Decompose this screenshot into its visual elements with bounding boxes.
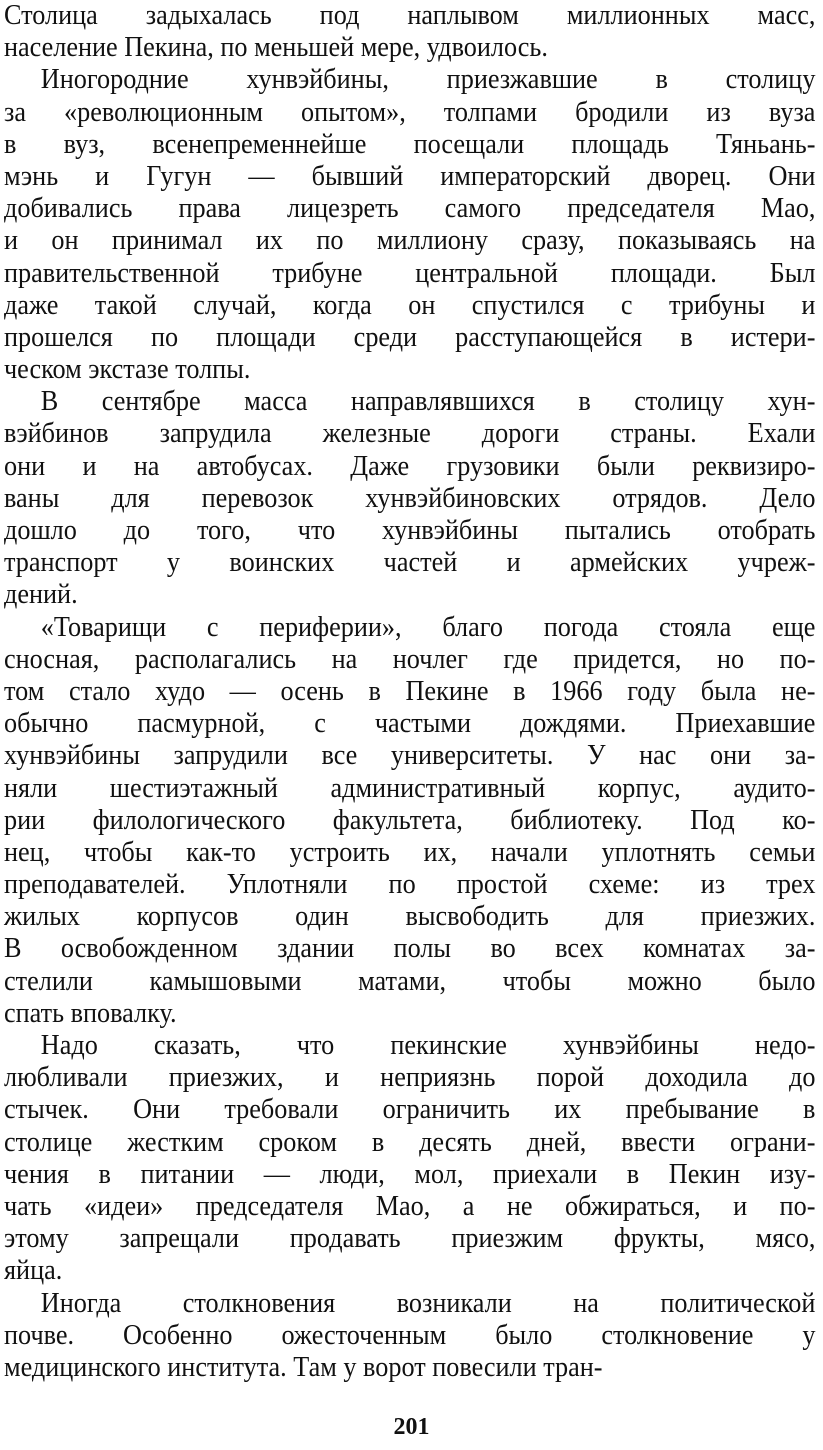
text-line: любливали приезжих, и неприязнь порой доходила до	[4, 1062, 816, 1094]
text-line: жилых корпусов один высвободить для приезжих.	[4, 901, 816, 933]
text-line: почве. Особенно ожесточенным было столкновение у	[4, 1319, 816, 1351]
text-line: даже такой случай, когда он спустился с трибуны и	[4, 289, 816, 321]
paragraph	[4, 1288, 815, 1385]
text-line: стычек. Они требовали ограничить их пребывание в	[4, 1094, 816, 1126]
text-line: ваны для перевозок хунвэйбиновских отрядов. Дело	[4, 482, 816, 514]
text-line: мэнь и Гугун — бывший императорский дворец. Они	[4, 160, 816, 192]
text-line: В освобожденном здании полы во всех комнатах за-	[4, 933, 816, 965]
paragraph	[4, 612, 815, 1030]
paragraph	[4, 64, 815, 386]
text-line: Надо сказать, что пекинские хунвэйбины недо-	[40, 1030, 816, 1061]
text-line: няли шестиэтажный административный корпус, аудито-	[4, 772, 816, 804]
text-line: дений.	[4, 579, 78, 611]
text-line: Иногда столкновения возникали на политической	[40, 1287, 816, 1319]
text-line: сносная, располагались на ночлег где придется, но по-	[4, 643, 816, 675]
text-line: ческом экстазе толпы.	[4, 354, 251, 386]
text-line: «Товарищи с периферии», благо погода стояла еще	[40, 611, 816, 643]
text-line: чения в питании — люди, мол, приехали в Пекин изу-	[4, 1158, 816, 1190]
text-line: транспорт у воинских частей и армейских учреж-	[4, 547, 816, 579]
text-line: рии филологического факультета, библиотеку. Под ко-	[4, 804, 816, 836]
text-line: добивались права лицезреть самого председателя Мао,	[4, 193, 816, 225]
page-body-text	[4, 0, 815, 1384]
text-line: стелили камышовыми матами, чтобы можно было	[4, 965, 816, 997]
text-line: медицинского института. Там у ворот повесили тран-	[4, 1351, 603, 1383]
text-line: яйца.	[4, 1255, 63, 1287]
text-line: и он принимал их по миллиону сразу, показываясь на	[4, 225, 816, 257]
text-line: этому запрещали продавать приезжим фрукты, мясо,	[4, 1223, 816, 1255]
text-line: В сентябре масса направлявшихся в столицу хун-	[40, 386, 816, 418]
text-line: обычно пасмурной, с частыми дождями. Приехавшие	[4, 708, 816, 740]
text-line: столице жестким сроком в десять дней, ввести ограни-	[4, 1126, 816, 1158]
text-line: чать «идеи» председателя Мао, а не обжираться, и по-	[4, 1190, 816, 1222]
text-line: в вуз, всенепременнейше посещали площадь Тяньань-	[4, 128, 816, 160]
book-page	[4, 0, 816, 1450]
text-line: том стало худо — осень в Пекине в 1966 году была не-	[4, 675, 816, 707]
paragraph	[4, 386, 815, 611]
text-line: дошло до того, что хунвэйбины пытались отобрать	[4, 515, 816, 546]
paragraph	[4, 1030, 815, 1288]
text-line: Столица задыхалась под наплывом миллионных масс,	[4, 0, 816, 31]
text-line: преподавателей. Уплотняли по простой схеме: из трех	[4, 869, 816, 901]
text-line: нец, чтобы как-то устроить их, начали уплотнять семьи	[4, 836, 816, 868]
text-line: спать вповалку.	[4, 997, 177, 1029]
text-line: они и на автобусах. Даже грузовики были реквизиро-	[4, 450, 816, 482]
text-line: прошелся по площади среди расступающейся в истери-	[4, 321, 816, 353]
text-line: за «революционным опытом», толпами бродили из вуза	[4, 96, 816, 128]
text-line: Иногородние хунвэйбины, приезжавшие в столицу	[40, 64, 816, 96]
text-line: правительственной трибуне центральной площади. Был	[4, 257, 816, 289]
page-number: 201	[393, 1414, 430, 1440]
text-line: население Пекина, по меньшей мере, удвоилось.	[4, 32, 548, 64]
text-line: хунвэйбины запрудили все университеты. У нас они за-	[4, 740, 816, 772]
text-line: вэйбинов запрудила железные дороги страны. Ехали	[4, 418, 816, 450]
paragraph	[4, 0, 815, 64]
